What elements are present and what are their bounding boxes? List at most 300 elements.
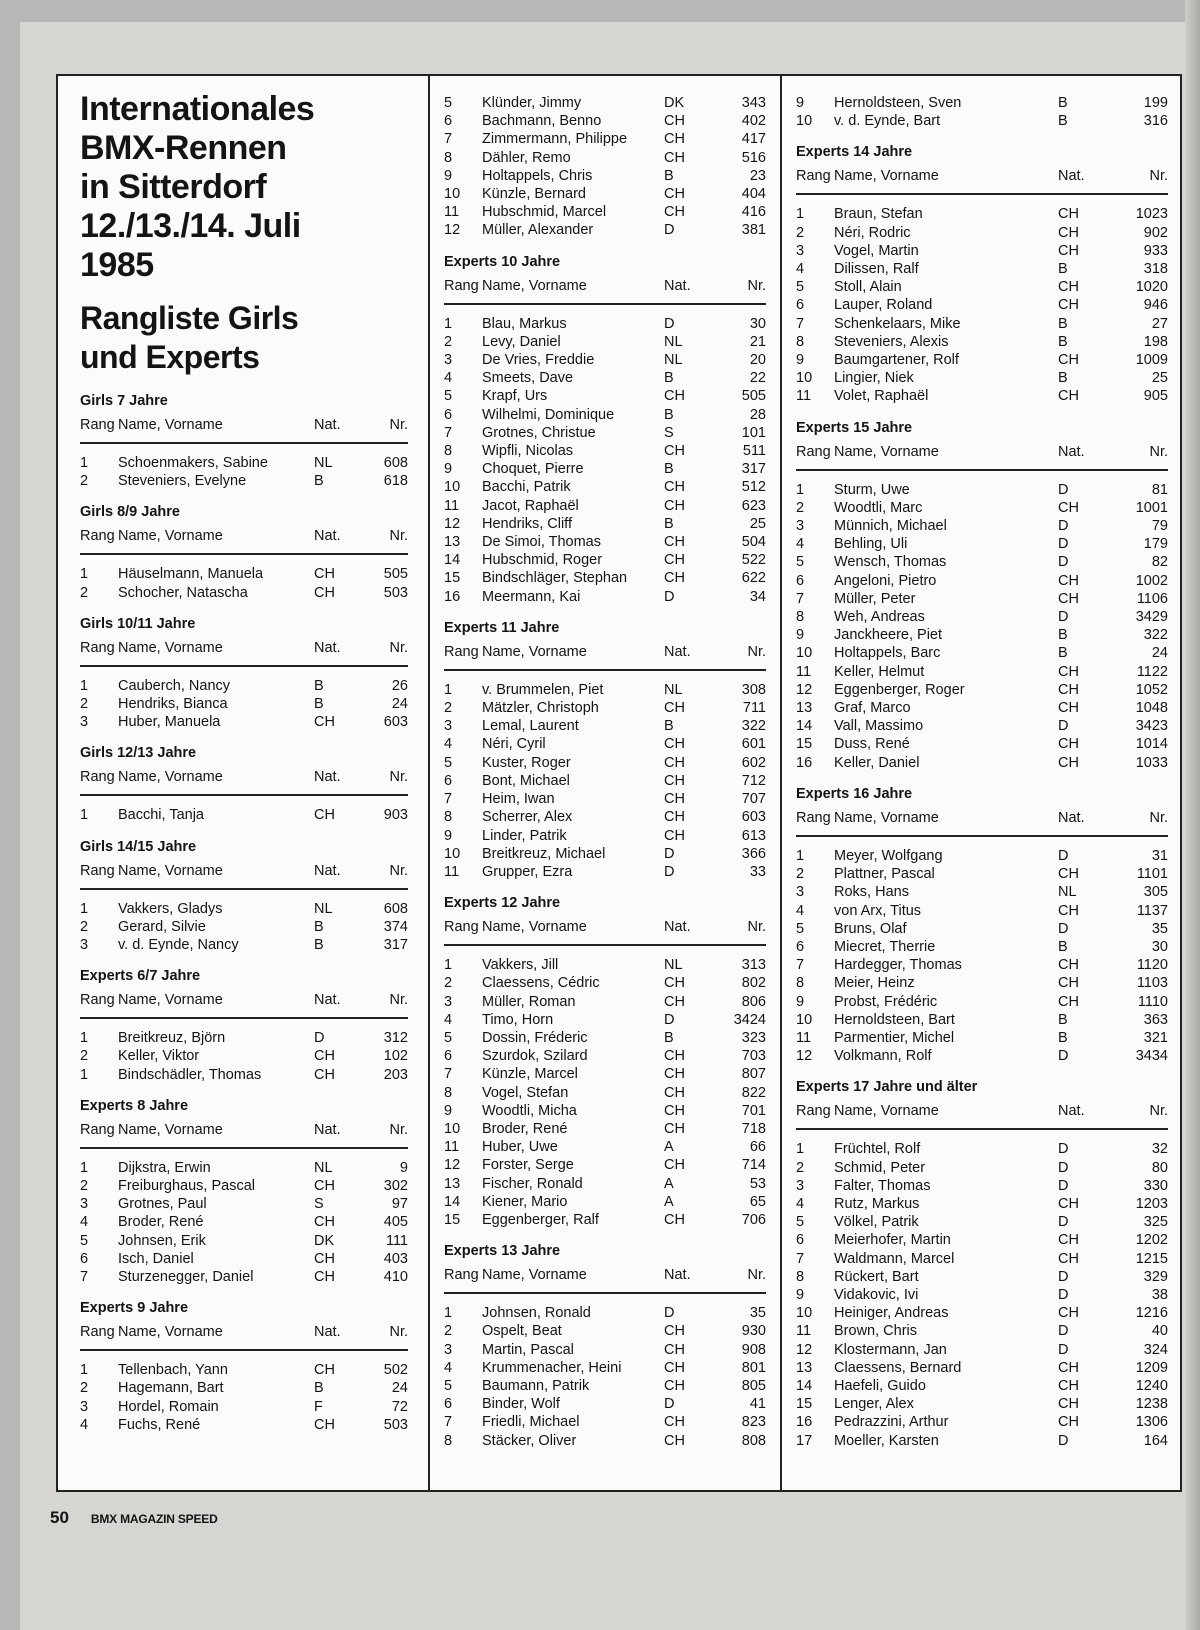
cell-rang: 2 (444, 975, 453, 992)
header-nat: Nat. (314, 992, 341, 1009)
header-nr: Nr. (389, 862, 408, 879)
cell-rang: 14 (444, 552, 461, 569)
cell-name: Wensch, Thomas (834, 554, 947, 571)
cell-rang: 1 (80, 566, 89, 583)
cell-nat: CH (1058, 572, 1079, 589)
table-header (796, 165, 1168, 195)
cell-nr: 102 (383, 1048, 408, 1065)
cell-name: Stoll, Alain (834, 279, 902, 296)
table-row (796, 369, 1168, 387)
cell-rang: 8 (796, 609, 805, 626)
cell-name: Scherrer, Alex (482, 809, 573, 826)
cell-nat: NL (664, 352, 683, 369)
cell-nat: CH (664, 1048, 685, 1065)
ranking-section (444, 618, 766, 881)
cell-nat: B (1058, 1029, 1068, 1046)
cell-name: Binder, Wolf (482, 1396, 560, 1413)
header-name: Name, Vorname (118, 862, 223, 879)
cell-nr: 1002 (1135, 572, 1168, 589)
cell-rang: 1 (444, 681, 453, 698)
table-row (796, 735, 1168, 753)
table-row (444, 569, 766, 587)
cell-nr: 822 (741, 1084, 766, 1101)
header-nr: Nr. (389, 528, 408, 545)
cell-rang: 8 (444, 443, 453, 460)
section-title: Experts 14 Jahre (796, 144, 913, 161)
cell-nr: 1001 (1135, 499, 1168, 516)
table-row (796, 974, 1168, 992)
cell-nat: D (664, 1305, 675, 1322)
cell-nr: 81 (1151, 481, 1168, 498)
cell-nr: 317 (741, 461, 766, 478)
cell-name: Dijkstra, Erwin (118, 1159, 211, 1176)
section-title: Experts 15 Jahre (796, 419, 913, 436)
table-row (796, 94, 1168, 112)
cell-nat: CH (1058, 297, 1079, 314)
cell-name: Vakkers, Gladys (118, 900, 223, 917)
cell-name: Vidakovic, Ivi (834, 1286, 919, 1303)
ranking-section (80, 743, 408, 824)
cell-rang: 11 (796, 388, 812, 405)
ranking-section (80, 1096, 408, 1286)
cell-name: Janckheere, Piet (834, 627, 943, 644)
cell-rang: 4 (796, 902, 805, 919)
results-frame (56, 74, 1182, 1492)
cell-rang: 7 (796, 590, 805, 607)
header-name: Name, Vorname (834, 443, 939, 460)
cell-nat: D (314, 1030, 325, 1047)
table-row (444, 993, 766, 1011)
header-nat: Nat. (314, 1121, 341, 1138)
table-row (796, 1047, 1168, 1065)
header-rang: Rang (796, 443, 831, 460)
title-line: Internationales (80, 90, 315, 128)
cell-nr: 318 (1143, 261, 1168, 278)
cell-nat: CH (664, 1341, 685, 1358)
cell-rang: 10 (796, 113, 813, 130)
cell-nat: CH (314, 807, 335, 824)
cell-name: Parmentier, Michel (834, 1029, 955, 1046)
section-title: Experts 9 Jahre (80, 1300, 189, 1317)
cell-nat: CH (314, 1416, 335, 1433)
cell-name: Cauberch, Nancy (118, 677, 231, 694)
cell-nat: A (664, 1139, 674, 1156)
cell-nr: 930 (741, 1323, 766, 1340)
cell-rang: 10 (444, 479, 461, 496)
cell-name: Volet, Raphaël (834, 388, 929, 405)
cell-rang: 3 (80, 1398, 89, 1415)
cell-name: Isch, Daniel (118, 1250, 194, 1267)
cell-name: Fischer, Ronald (482, 1175, 583, 1192)
table-row (444, 351, 766, 369)
cell-name: Klostermann, Jan (834, 1341, 947, 1358)
cell-name: Rückert, Bart (834, 1268, 919, 1285)
cell-rang: 3 (444, 1341, 453, 1358)
header-nr: Nr. (747, 643, 766, 660)
cell-nr: 30 (1151, 938, 1168, 955)
header-nat: Nat. (314, 528, 341, 545)
cell-nr: 198 (1143, 333, 1168, 350)
cell-nr: 712 (741, 772, 766, 789)
column-3-sections (796, 94, 1168, 1450)
cell-name: Breitkreuz, Björn (118, 1030, 226, 1047)
cell-rang: 10 (796, 1305, 813, 1322)
cell-nat: B (1058, 113, 1068, 130)
cell-nr: 1009 (1135, 352, 1168, 369)
cell-nr: 20 (749, 352, 766, 369)
cell-nat: B (1058, 261, 1068, 278)
cell-nat: CH (1058, 242, 1079, 259)
page-number: 50 (50, 1508, 69, 1527)
cell-nr: 1052 (1135, 681, 1168, 698)
cell-rang: 12 (444, 1157, 461, 1174)
cell-rang: 1 (80, 1362, 89, 1379)
header-rang: Rang (80, 862, 115, 879)
header-name: Name, Vorname (118, 769, 223, 786)
table-row (796, 481, 1168, 499)
table-row (444, 1341, 766, 1359)
section-title: Girls 14/15 Jahre (80, 838, 197, 855)
cell-name: Früchtel, Rolf (834, 1141, 921, 1158)
cell-nat: CH (664, 772, 685, 789)
table-row (80, 1398, 408, 1416)
cell-rang: 10 (796, 645, 813, 662)
cell-name: Dilissen, Ralf (834, 261, 919, 278)
cell-name: Huber, Manuela (118, 714, 221, 731)
table-row (796, 902, 1168, 920)
cell-nr: 410 (383, 1269, 408, 1286)
table-row (80, 1047, 408, 1065)
cell-name: Forster, Serge (482, 1157, 574, 1174)
cell-nr: 101 (741, 424, 766, 441)
cell-name: Plattner, Pascal (834, 866, 935, 883)
cell-name: Zimmermann, Philippe (482, 131, 628, 148)
table-row (796, 1413, 1168, 1431)
cell-nat: A (664, 1175, 674, 1192)
cell-name: Dähler, Remo (482, 149, 571, 166)
table-header (796, 441, 1168, 471)
cell-nr: 402 (741, 113, 766, 130)
table-row (444, 497, 766, 515)
header-name: Name, Vorname (118, 417, 223, 433)
cell-nr: 608 (383, 900, 408, 917)
table-row (444, 1084, 766, 1102)
cell-name: Graf, Marco (834, 700, 911, 717)
cell-rang: 3 (796, 518, 805, 535)
table-row (444, 1011, 766, 1029)
cell-nat: B (664, 1029, 674, 1046)
table-row (444, 167, 766, 185)
cell-name: Schoenmakers, Sabine (118, 455, 268, 471)
header-rang: Rang (796, 168, 831, 185)
cell-name: v. d. Eynde, Bart (834, 113, 941, 130)
header-rang: Rang (80, 1121, 115, 1138)
cell-nr: 9 (399, 1159, 408, 1176)
page-title (80, 90, 408, 285)
table-row (444, 1377, 766, 1395)
cell-name: Schenkelaars, Mike (834, 315, 961, 332)
cell-rang: 17 (796, 1432, 813, 1449)
cell-name: Pedrazzini, Arthur (834, 1414, 949, 1431)
ranking-section (796, 94, 1168, 130)
cell-name: Meierhofer, Martin (834, 1232, 951, 1249)
cell-rang: 13 (796, 1359, 813, 1376)
table-row (796, 278, 1168, 296)
ranking-section (80, 837, 408, 955)
cell-nat: CH (1058, 1396, 1079, 1413)
table-header (796, 807, 1168, 837)
cell-rang: 7 (444, 1414, 453, 1431)
cell-rang: 9 (796, 352, 805, 369)
cell-rang: 1 (796, 1141, 805, 1158)
cell-nr: 602 (741, 754, 766, 771)
cell-nat: D (664, 1396, 675, 1413)
table-header (444, 641, 766, 671)
section-title: Girls 12/13 Jahre (80, 745, 197, 762)
cell-nat: CH (1058, 993, 1079, 1010)
cell-rang: 1 (796, 206, 805, 223)
cell-name: Johnsen, Ronald (482, 1305, 591, 1322)
cell-nr: 505 (741, 388, 766, 405)
table-row (444, 717, 766, 735)
cell-rang: 2 (80, 696, 89, 713)
cell-nr: 707 (741, 791, 766, 808)
cell-rang: 2 (796, 1159, 805, 1176)
cell-nat: CH (1058, 975, 1079, 992)
cell-nr: 324 (1143, 1341, 1168, 1358)
table-row (796, 1377, 1168, 1395)
cell-name: Friedli, Michael (482, 1414, 580, 1431)
cell-nr: 322 (1143, 627, 1168, 644)
cell-nat: D (1058, 1323, 1069, 1340)
cell-nr: 502 (383, 1362, 408, 1379)
cell-nr: 343 (741, 95, 766, 111)
cell-nr: 946 (1143, 297, 1168, 314)
cell-rang: 2 (444, 333, 453, 350)
table-row (444, 1211, 766, 1229)
table-header (444, 1264, 766, 1294)
cell-nat: CH (664, 149, 685, 166)
table-row (80, 1029, 408, 1047)
cell-rang: 2 (80, 584, 89, 601)
table-header (80, 1119, 408, 1149)
cell-name: Hendriks, Cliff (482, 515, 572, 532)
table-row (444, 1322, 766, 1340)
cell-nr: 703 (741, 1048, 766, 1065)
cell-nat: B (1058, 627, 1068, 644)
cell-nat: DK (664, 95, 685, 111)
cell-rang: 6 (444, 113, 453, 130)
cell-name: Keller, Daniel (834, 754, 920, 771)
table-row (444, 203, 766, 221)
cell-nr: 316 (1143, 113, 1168, 130)
cell-rang: 3 (796, 242, 805, 259)
cell-rang: 1 (80, 677, 89, 694)
subtitle-line: Rangliste Girls (80, 300, 299, 336)
cell-name: Grupper, Ezra (482, 863, 573, 880)
table-row (444, 735, 766, 753)
cell-nat: NL (314, 455, 333, 471)
cell-name: von Arx, Titus (834, 902, 922, 919)
table-row (80, 806, 408, 824)
cell-nr: 305 (1143, 884, 1168, 901)
table-header (444, 916, 766, 946)
cell-nr: 405 (383, 1214, 408, 1231)
cell-nat: CH (664, 204, 685, 221)
cell-nr: 608 (383, 455, 408, 471)
table-row (796, 499, 1168, 517)
column-2 (430, 76, 782, 1490)
cell-nat: D (1058, 1048, 1069, 1065)
section-title: Experts 16 Jahre (796, 785, 913, 802)
table-row (444, 406, 766, 424)
cell-name: Rutz, Markus (834, 1195, 920, 1212)
cell-name: Grotnes, Christue (482, 424, 596, 441)
table-row (80, 1213, 408, 1231)
cell-name: Keller, Helmut (834, 663, 925, 680)
cell-name: De Simoi, Thomas (482, 534, 601, 551)
cell-nr: 24 (1151, 645, 1168, 662)
cell-name: Néri, Cyril (482, 736, 546, 753)
table-row (796, 920, 1168, 938)
table-row (444, 424, 766, 442)
table-row (80, 1177, 408, 1195)
cell-name: Timo, Horn (482, 1011, 554, 1028)
cell-nat: CH (314, 584, 335, 601)
cell-rang: 4 (444, 370, 453, 387)
table-row (80, 1250, 408, 1268)
cell-name: Hendriks, Bianca (118, 696, 228, 713)
cell-nr: 503 (383, 584, 408, 601)
cell-rang: 5 (444, 1377, 453, 1394)
header-rang: Rang (444, 277, 479, 294)
header-nr: Nr. (747, 1267, 766, 1284)
header-nat: Nat. (1058, 168, 1085, 185)
cell-rang: 4 (796, 1195, 805, 1212)
cell-nat: B (1058, 333, 1068, 350)
cell-nat: CH (664, 113, 685, 130)
cell-rang: 2 (80, 1178, 89, 1195)
cell-rang: 1 (80, 1066, 89, 1083)
cell-name: Eggenberger, Ralf (482, 1211, 599, 1228)
cell-nat: CH (664, 993, 685, 1010)
cell-nat: CH (1058, 1414, 1079, 1431)
cell-nr: 330 (1143, 1177, 1168, 1194)
cell-rang: 4 (80, 1214, 89, 1231)
cell-rang: 2 (80, 1380, 89, 1397)
table-row (796, 260, 1168, 278)
cell-nat: B (1058, 938, 1068, 955)
header-rang: Rang (796, 1103, 831, 1120)
cell-nat: B (1058, 370, 1068, 387)
cell-nat: CH (664, 791, 685, 808)
cell-nr: 1215 (1135, 1250, 1168, 1267)
table-row (444, 515, 766, 533)
cell-name: Choquet, Pierre (482, 461, 584, 478)
table-row (444, 1047, 766, 1065)
cell-nr: 363 (1143, 1011, 1168, 1028)
cell-name: Moeller, Karsten (834, 1432, 939, 1449)
cell-rang: 3 (444, 352, 453, 369)
cell-name: Woodtli, Micha (482, 1102, 577, 1119)
cell-nr: 1306 (1135, 1414, 1168, 1431)
ranking-section (444, 94, 766, 240)
cell-nat: D (1058, 481, 1069, 498)
cell-nr: 366 (741, 845, 766, 862)
cell-nat: B (1058, 645, 1068, 662)
cell-rang: 4 (444, 736, 453, 753)
cell-nat: CH (664, 186, 685, 203)
cell-nr: 1209 (1135, 1359, 1168, 1376)
table-header (80, 766, 408, 796)
header-name: Name, Vorname (834, 809, 939, 826)
table-row (80, 1379, 408, 1397)
table-row (444, 1138, 766, 1156)
cell-nr: 329 (1143, 1268, 1168, 1285)
cell-nr: 3424 (733, 1011, 766, 1028)
header-rang: Rang (80, 528, 115, 545)
cell-name: Braun, Stefan (834, 206, 923, 223)
magazine-name: BMX MAGAZIN SPEED (90, 1512, 218, 1526)
cell-nr: 199 (1143, 95, 1168, 111)
table-row (444, 956, 766, 974)
cell-rang: 6 (80, 1250, 89, 1267)
cell-name: Holtappels, Chris (482, 167, 593, 184)
table-row (796, 938, 1168, 956)
section-title: Experts 17 Jahre und älter (796, 1079, 978, 1096)
cell-name: Vakkers, Jill (482, 957, 559, 974)
cell-name: Künzle, Marcel (482, 1066, 578, 1083)
cell-nr: 505 (383, 566, 408, 583)
cell-nat: CH (664, 443, 685, 460)
cell-nr: 701 (741, 1102, 766, 1119)
cell-nat: CH (1058, 1195, 1079, 1212)
table-row (444, 681, 766, 699)
cell-nat: B (1058, 315, 1068, 332)
section-title: Experts 13 Jahre (444, 1243, 561, 1260)
cell-nat: CH (1058, 279, 1079, 296)
cell-nr: 321 (1143, 1029, 1168, 1046)
ranking-section (444, 1241, 766, 1450)
cell-rang: 12 (444, 515, 461, 532)
table-row (444, 130, 766, 148)
table-row (80, 900, 408, 918)
cell-nat: CH (664, 570, 685, 587)
cell-nr: 802 (741, 975, 766, 992)
cell-rang: 1 (444, 315, 453, 332)
header-nat: Nat. (314, 417, 341, 433)
cell-rang: 9 (796, 1286, 805, 1303)
table-row (444, 1413, 766, 1431)
table-row (796, 1395, 1168, 1413)
cell-nr: 308 (741, 681, 766, 698)
header-nat: Nat. (1058, 443, 1085, 460)
section-title: Experts 10 Jahre (444, 253, 561, 270)
header-nr: Nr. (389, 992, 408, 1009)
cell-nat: CH (664, 1157, 685, 1174)
cell-nat: CH (314, 714, 335, 731)
table-row (444, 845, 766, 863)
cell-nr: 416 (741, 204, 766, 221)
table-row (796, 847, 1168, 865)
cell-rang: 10 (796, 1011, 813, 1028)
cell-name: Sturzenegger, Daniel (118, 1269, 254, 1286)
table-row (796, 644, 1168, 662)
table-row (796, 333, 1168, 351)
cell-nat: CH (664, 552, 685, 569)
cell-name: Gerard, Silvie (118, 918, 206, 935)
header-nr: Nr. (389, 417, 408, 433)
